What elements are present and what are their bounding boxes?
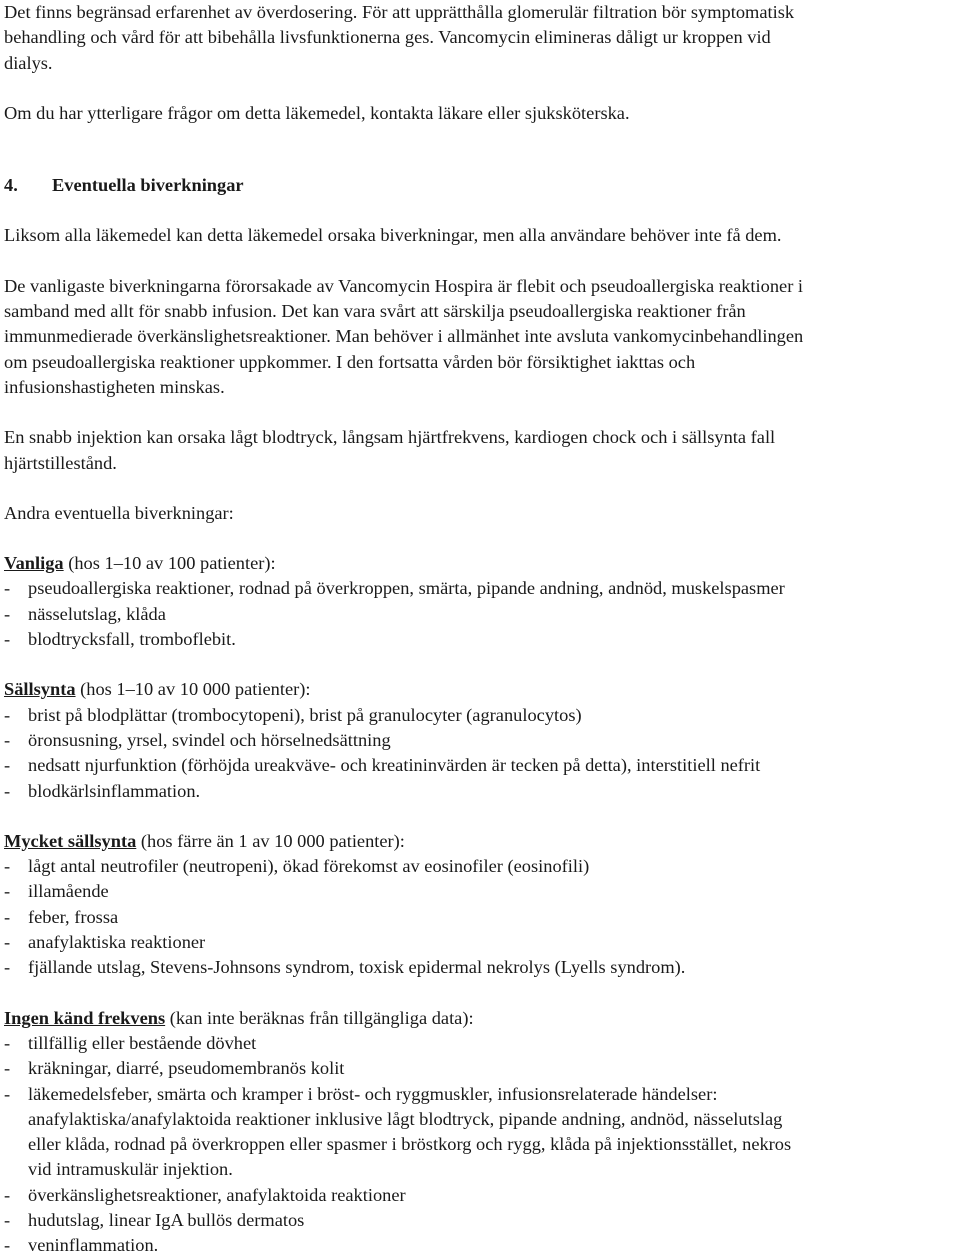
- intro-line: Det finns begränsad erfarenhet av överdosering. För att upprätthålla glomerulär filtration bör symptomatisk: [4, 2, 795, 22]
- list-item: [4, 1031, 960, 1056]
- list-dash: -: [4, 1083, 11, 1104]
- list-dash: -: [4, 906, 11, 927]
- list-item: [4, 1233, 960, 1258]
- list-dash: -: [4, 629, 11, 650]
- list-item-text: överkänslighetsreaktioner, anafylaktoida reaktioner: [28, 1184, 406, 1205]
- list-item-text: nedsatt njurfunktion (förhöjda ureakväve- och kreatininvärden är tecken på detta), interstitiell nefrit: [28, 755, 761, 776]
- intro-line: dialys.: [4, 52, 53, 73]
- frequency-heading: [4, 551, 960, 576]
- list-item: [4, 753, 960, 778]
- list-item: [4, 854, 960, 879]
- paragraph: [4, 274, 960, 400]
- paragraph-line: infusionshastigheten minskas.: [4, 376, 225, 397]
- paragraph-line: immunmedierade överkänslighetsreaktioner. Man behöver i allmänhet inte avsluta vankomycinbehandlingen: [4, 326, 804, 347]
- frequency-qualifier: (hos färre än 1 av 10 000 patienter):: [136, 830, 405, 851]
- list-dash: -: [4, 578, 11, 599]
- frequency-group: [4, 829, 960, 981]
- list-item-text: tillfällig eller bestående dövhet: [28, 1032, 257, 1053]
- list-item-text: läkemedelsfeber, smärta och kramper i bröst- och ryggmuskler, infusionsrelaterade händelser: anafylaktiska/anafylaktoida reaktioner inklusive lågt blodtryck, pipande andning, andnöd, nässelutslag eller klåda, rodnad på överkroppen eller spasmer i bröstkorg och rygg, klåda på injektionsstället, nekros vid intramuskulär injektion.: [28, 1083, 792, 1180]
- list-dash: -: [4, 957, 11, 978]
- list-item-text: brist på blodplättar (trombocytopeni), brist på granulocyter (agranulocytos): [28, 704, 582, 725]
- list-dash: -: [4, 729, 11, 750]
- list-dash: -: [4, 755, 11, 776]
- frequency-qualifier: (hos 1–10 av 10 000 patienter):: [75, 679, 311, 700]
- paragraph: Andra eventuella biverkningar:: [4, 502, 234, 523]
- list-item-text: nässelutslag, klåda: [28, 603, 166, 624]
- intro-line: behandling och vård för att bibehålla livsfunktionerna ges. Vancomycin elimineras dåligt ur kroppen vid: [4, 27, 771, 48]
- list-item: [4, 955, 960, 980]
- list-item-text: fjällande utslag, Stevens-Johnsons syndrom, toxisk epidermal nekrolys (Lyells syndrom).: [28, 957, 686, 978]
- frequency-group: [4, 677, 960, 803]
- list-item: [4, 1208, 960, 1233]
- list-item-text: blodtrycksfall, tromboflebit.: [28, 629, 236, 650]
- list-item-text: illamående: [28, 881, 109, 902]
- list-item-text: pseudoallergiska reaktioner, rodnad på överkroppen, smärta, pipande andning, andnöd, muskelspasmer: [28, 578, 785, 599]
- frequency-group: [4, 551, 960, 652]
- list-item-text: öronsusning, yrsel, svindel och hörselnedsättning: [28, 729, 391, 750]
- frequency-heading: [4, 829, 960, 854]
- contact-sentence: Om du har ytterligare frågor om detta läkemedel, kontakta läkare eller sjuksköterska.: [4, 102, 630, 123]
- section-title: Eventuella biverkningar: [52, 175, 244, 196]
- list-item: [4, 1082, 960, 1183]
- frequency-label: Ingen känd frekvens: [4, 1007, 166, 1028]
- frequency-qualifier: (kan inte beräknas från tillgängliga data):: [165, 1007, 474, 1028]
- frequency-heading: [4, 1006, 960, 1031]
- frequency-label: Vanliga: [4, 553, 64, 574]
- frequency-group: [4, 1006, 960, 1259]
- list-item: [4, 703, 960, 728]
- list-item-text: veninflammation.: [28, 1235, 159, 1256]
- frequency-heading: [4, 677, 960, 702]
- section-heading: [4, 173, 960, 198]
- frequency-label: Mycket sällsynta: [4, 830, 137, 851]
- paragraph-line: En snabb injektion kan orsaka lågt blodtryck, långsam hjärtfrekvens, kardiogen chock och i sällsynta fall: [4, 427, 776, 448]
- list-item: [4, 627, 960, 652]
- list-dash: -: [4, 1235, 11, 1256]
- list-item: [4, 576, 960, 601]
- list-dash: -: [4, 932, 11, 953]
- list-dash: -: [4, 780, 11, 801]
- frequency-label: Sällsynta: [4, 679, 76, 700]
- paragraph: Liksom alla läkemedel kan detta läkemedel orsaka biverkningar, men alla användare behöver inte få dem.: [4, 225, 782, 246]
- list-item: [4, 1056, 960, 1081]
- list-dash: -: [4, 856, 11, 877]
- frequency-qualifier: (hos 1–10 av 100 patienter):: [63, 553, 276, 574]
- paragraph-line: samband med allt för snabb infusion. Det kan vara svårt att särskilja pseudoallergiska reaktioner från: [4, 301, 746, 322]
- list-item-text: blodkärlsinflammation.: [28, 780, 201, 801]
- list-item: [4, 905, 960, 930]
- paragraph-line: De vanligaste biverkningarna förorsakade av Vancomycin Hospira är flebit och pseudoallergiska reaktioner i: [4, 275, 804, 296]
- list-item-text: kräkningar, diarré, pseudomembranös kolit: [28, 1058, 345, 1079]
- list-item: [4, 930, 960, 955]
- list-item-text: feber, frossa: [28, 906, 119, 927]
- list-item-text: hudutslag, linear IgA bullös dermatos: [28, 1209, 305, 1230]
- list-item: [4, 879, 960, 904]
- list-dash: -: [4, 1058, 11, 1079]
- list-item: [4, 1183, 960, 1208]
- list-dash: -: [4, 881, 11, 902]
- list-dash: -: [4, 704, 11, 725]
- paragraph: [4, 425, 960, 476]
- frequency-groups: [4, 551, 960, 1258]
- list-item-text: anafylaktiska reaktioner: [28, 932, 206, 953]
- list-dash: -: [4, 1032, 11, 1053]
- list-dash: -: [4, 1209, 11, 1230]
- paragraph-line: om pseudoallergiska reaktioner uppkommer. I den fortsatta vården bör försiktighet iakttas och: [4, 351, 696, 372]
- list-item-text: lågt antal neutrofiler (neutropeni), ökad förekomst av eosinofiler (eosinofili): [28, 856, 590, 877]
- list-item: [4, 728, 960, 753]
- section-number: 4.: [4, 175, 18, 196]
- list-item: [4, 779, 960, 804]
- list-item: [4, 602, 960, 627]
- paragraph-line: hjärtstillestånd.: [4, 452, 117, 473]
- list-dash: -: [4, 1184, 11, 1205]
- list-dash: -: [4, 603, 11, 624]
